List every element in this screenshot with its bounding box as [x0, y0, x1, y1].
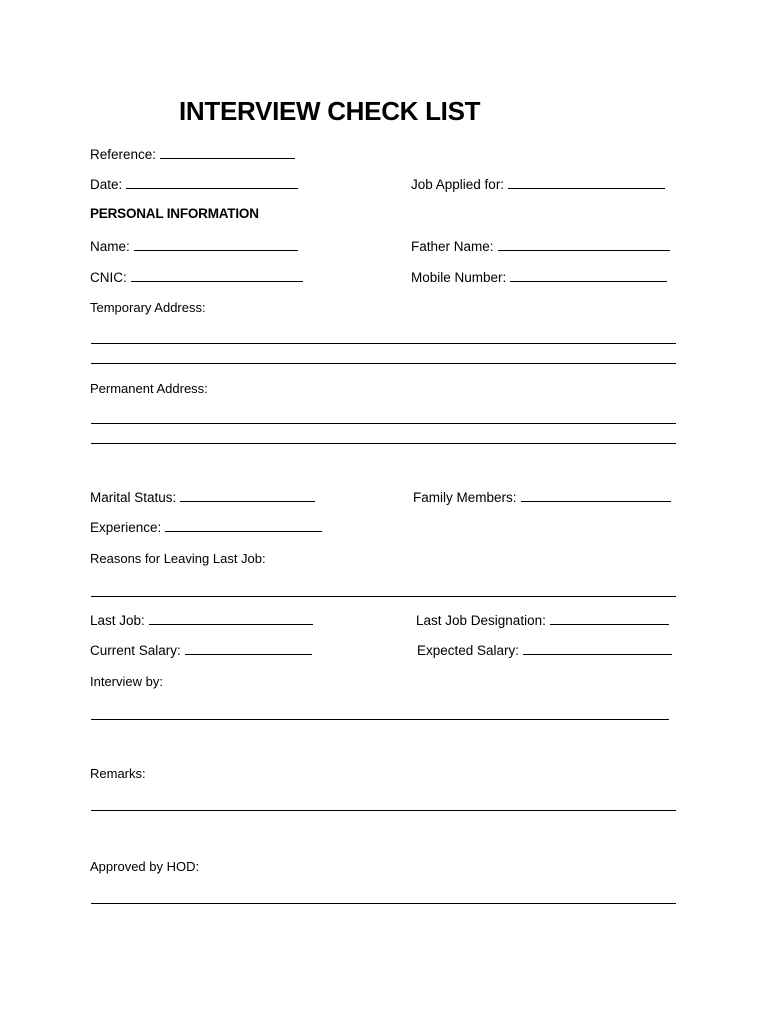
job-applied-for-label: Job Applied for:: [411, 177, 505, 192]
expected-salary-blank[interactable]: [523, 642, 672, 655]
last-job-blank[interactable]: [149, 612, 313, 625]
expected-salary-field[interactable]: [417, 642, 672, 658]
job-applied-for-blank[interactable]: [508, 176, 665, 189]
family-members-field[interactable]: [413, 489, 671, 505]
personal-information-heading: PERSONAL INFORMATION: [90, 206, 259, 221]
experience-field[interactable]: [90, 519, 322, 535]
job-applied-for-field[interactable]: [411, 176, 665, 192]
mobile-number-blank[interactable]: [510, 269, 667, 282]
cnic-blank[interactable]: [131, 269, 303, 282]
name-label: Name:: [90, 239, 130, 254]
permanent-address-line-2[interactable]: [91, 443, 676, 444]
date-blank[interactable]: [126, 176, 298, 189]
expected-salary-label: Expected Salary:: [417, 643, 520, 658]
interview-by-line[interactable]: [91, 719, 669, 720]
temporary-address-line-2[interactable]: [91, 363, 676, 364]
family-members-blank[interactable]: [521, 489, 671, 502]
permanent-address-line-1[interactable]: [91, 423, 676, 424]
reasons-for-leaving-line[interactable]: [91, 596, 676, 597]
marital-status-blank[interactable]: [180, 489, 315, 502]
last-job-field[interactable]: [90, 612, 313, 628]
experience-blank[interactable]: [165, 519, 322, 532]
last-job-designation-field[interactable]: [416, 612, 669, 628]
current-salary-field[interactable]: [90, 642, 312, 658]
family-members-label: Family Members:: [413, 490, 517, 505]
current-salary-blank[interactable]: [185, 642, 312, 655]
mobile-number-field[interactable]: [411, 269, 667, 285]
date-label: Date:: [90, 177, 123, 192]
mobile-number-label: Mobile Number:: [411, 270, 507, 285]
experience-label: Experience:: [90, 520, 162, 535]
last-job-label: Last Job:: [90, 613, 145, 628]
approved-by-hod-line[interactable]: [91, 903, 676, 904]
name-blank[interactable]: [134, 238, 298, 251]
reference-blank[interactable]: [160, 146, 295, 159]
cnic-field[interactable]: [90, 269, 303, 285]
father-name-label: Father Name:: [411, 239, 494, 254]
cnic-label: CNIC:: [90, 270, 127, 285]
reference-field[interactable]: [90, 146, 295, 162]
father-name-field[interactable]: [411, 238, 670, 254]
remarks-line[interactable]: [91, 810, 676, 811]
father-name-blank[interactable]: [498, 238, 670, 251]
marital-status-field[interactable]: [90, 489, 315, 505]
interview-by-label: Interview by:: [90, 674, 163, 689]
temporary-address-label: Temporary Address:: [90, 300, 206, 315]
reasons-for-leaving-label: Reasons for Leaving Last Job:: [90, 551, 266, 566]
temporary-address-line-1[interactable]: [91, 343, 676, 344]
reference-label: Reference:: [90, 147, 157, 162]
permanent-address-label: Permanent Address:: [90, 381, 208, 396]
last-job-designation-blank[interactable]: [550, 612, 669, 625]
date-field[interactable]: [90, 176, 298, 192]
approved-by-hod-label: Approved by HOD:: [90, 859, 200, 874]
last-job-designation-label: Last Job Designation:: [416, 613, 546, 628]
current-salary-label: Current Salary:: [90, 643, 181, 658]
remarks-label: Remarks:: [90, 766, 146, 781]
name-field[interactable]: [90, 238, 298, 254]
marital-status-label: Marital Status:: [90, 490, 177, 505]
page-title: INTERVIEW CHECK LIST: [179, 96, 481, 126]
